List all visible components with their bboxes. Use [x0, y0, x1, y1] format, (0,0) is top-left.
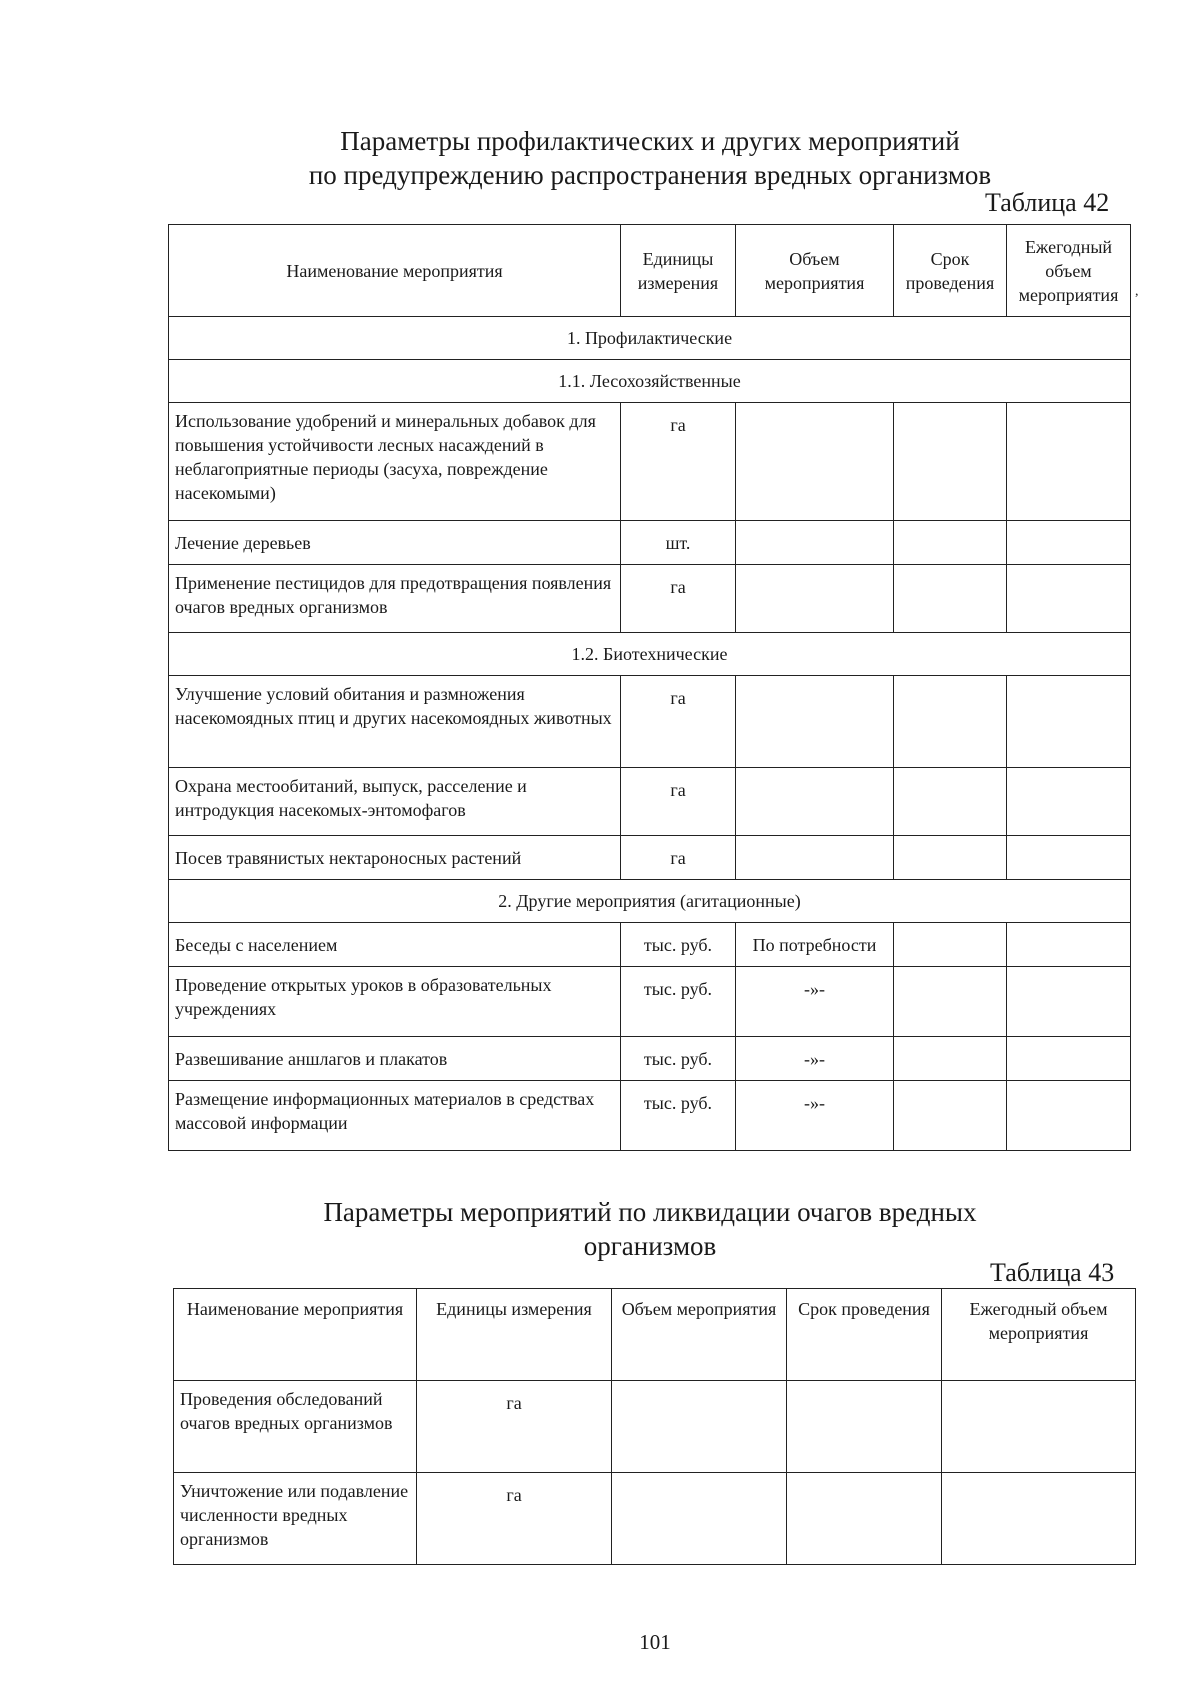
table-row	[174, 1381, 1136, 1473]
section-title: 1.2. Биотехнические	[169, 633, 1131, 676]
cell-volume	[736, 521, 894, 565]
table43-label: Таблица 43	[990, 1258, 1115, 1287]
cell-annual	[1007, 521, 1131, 565]
header-annual: Ежегодный объем мероприятия	[942, 1289, 1136, 1381]
header-term: Срок проведения	[787, 1289, 942, 1381]
cell-annual	[1007, 403, 1131, 521]
table-row	[169, 565, 1131, 633]
cell-volume	[736, 836, 894, 880]
cell-unit: тыс. руб.	[621, 967, 736, 1037]
header-volume: Объем мероприятия	[736, 225, 894, 317]
cell-term	[894, 923, 1007, 967]
table42-label: Таблица 42	[985, 188, 1110, 217]
cell-volume	[736, 565, 894, 633]
table42	[168, 224, 1131, 1151]
cell-unit: га	[621, 565, 736, 633]
cell-annual	[1007, 1037, 1131, 1081]
cell-unit: га	[621, 836, 736, 880]
cell-volume	[736, 676, 894, 768]
cell-unit: га	[621, 676, 736, 768]
cell-annual	[1007, 768, 1131, 836]
table-row	[174, 1473, 1136, 1565]
table43-title-line2: организмов	[583, 1231, 717, 1261]
cell-name: Развешивание аншлагов и плакатов	[169, 1037, 621, 1081]
table-row	[169, 836, 1131, 880]
section-title: 1.1. Лесохозяйственные	[169, 360, 1131, 403]
cell-unit: га	[417, 1473, 612, 1565]
header-unit: Единицы измерения	[417, 1289, 612, 1381]
header-volume: Объем мероприятия	[612, 1289, 787, 1381]
table42-title-line2: по предупреждению распространения вредных организмов	[308, 160, 992, 190]
cell-term	[894, 1081, 1007, 1151]
cell-term	[787, 1381, 942, 1473]
cell-name: Охрана местообитаний, выпуск, расселение и интродукция насекомых-энтомофагов	[169, 768, 621, 836]
cell-annual	[1007, 967, 1131, 1037]
cell-term	[894, 768, 1007, 836]
table42-title-line1: Параметры профилактических и других мероприятий	[340, 126, 960, 156]
cell-volume: -»-	[736, 1037, 894, 1081]
table-row	[169, 768, 1131, 836]
cell-volume: -»-	[736, 1081, 894, 1151]
section-row	[169, 317, 1131, 360]
header-annual: Ежегодный объем мероприятия	[1007, 225, 1131, 317]
cell-term	[894, 836, 1007, 880]
section-row	[169, 360, 1131, 403]
cell-annual	[942, 1381, 1136, 1473]
cell-term	[894, 967, 1007, 1037]
table-row	[169, 403, 1131, 521]
cell-name: Проведение открытых уроков в образовательных учреждениях	[169, 967, 621, 1037]
cell-annual	[942, 1473, 1136, 1565]
cell-volume	[612, 1473, 787, 1565]
cell-name: Улучшение условий обитания и размножения насекомоядных птиц и других насекомоядных животных	[169, 676, 621, 768]
cell-unit: га	[621, 403, 736, 521]
cell-name: Беседы с населением	[169, 923, 621, 967]
cell-unit: тыс. руб.	[621, 1037, 736, 1081]
cell-term	[787, 1473, 942, 1565]
table-row	[169, 521, 1131, 565]
table-row	[169, 967, 1131, 1037]
table-row	[169, 1037, 1131, 1081]
cell-annual	[1007, 676, 1131, 768]
section-title: 2. Другие мероприятия (агитационные)	[169, 880, 1131, 923]
cell-term	[894, 676, 1007, 768]
page-number: 101	[639, 1630, 671, 1654]
table42-title	[50, 124, 1200, 192]
cell-name: Использование удобрений и минеральных добавок для повышения устойчивости лесных насаждений в неблагоприятные периоды (засуха, повреждение насекомыми)	[169, 403, 621, 521]
cell-name: Посев травянистых нектароносных растений	[169, 836, 621, 880]
cell-unit: га	[621, 768, 736, 836]
cell-term	[894, 403, 1007, 521]
cell-term	[894, 1037, 1007, 1081]
table43-title-line1: Параметры мероприятий по ликвидации очагов вредных	[323, 1197, 977, 1227]
table43	[173, 1288, 1136, 1565]
table43-header-row	[174, 1289, 1136, 1381]
margin-mark: ,	[1135, 284, 1139, 299]
header-name: Наименование мероприятия	[174, 1289, 417, 1381]
cell-name: Размещение информационных материалов в средствах массовой информации	[169, 1081, 621, 1151]
table42-header-row	[169, 225, 1131, 317]
cell-volume	[736, 403, 894, 521]
cell-unit: тыс. руб.	[621, 1081, 736, 1151]
cell-volume	[612, 1381, 787, 1473]
cell-unit: га	[417, 1381, 612, 1473]
cell-name: Проведения обследований очагов вредных организмов	[174, 1381, 417, 1473]
cell-unit: тыс. руб.	[621, 923, 736, 967]
section-row	[169, 633, 1131, 676]
header-name: Наименование мероприятия	[169, 225, 621, 317]
cell-volume	[736, 768, 894, 836]
section-title: 1. Профилактические	[169, 317, 1131, 360]
table43-title	[50, 1195, 1200, 1263]
cell-term	[894, 521, 1007, 565]
cell-annual	[1007, 923, 1131, 967]
header-term: Срок проведения	[894, 225, 1007, 317]
cell-name: Уничтожение или подавление численности вредных организмов	[174, 1473, 417, 1565]
cell-name: Лечение деревьев	[169, 521, 621, 565]
section-row	[169, 880, 1131, 923]
cell-name: Применение пестицидов для предотвращения появления очагов вредных организмов	[169, 565, 621, 633]
table-row	[169, 923, 1131, 967]
cell-annual	[1007, 565, 1131, 633]
table-row	[169, 1081, 1131, 1151]
cell-annual	[1007, 836, 1131, 880]
table-row	[169, 676, 1131, 768]
cell-volume: По потребности	[736, 923, 894, 967]
cell-annual	[1007, 1081, 1131, 1151]
header-unit: Единицы измерения	[621, 225, 736, 317]
cell-unit: шт.	[621, 521, 736, 565]
cell-volume: -»-	[736, 967, 894, 1037]
cell-term	[894, 565, 1007, 633]
